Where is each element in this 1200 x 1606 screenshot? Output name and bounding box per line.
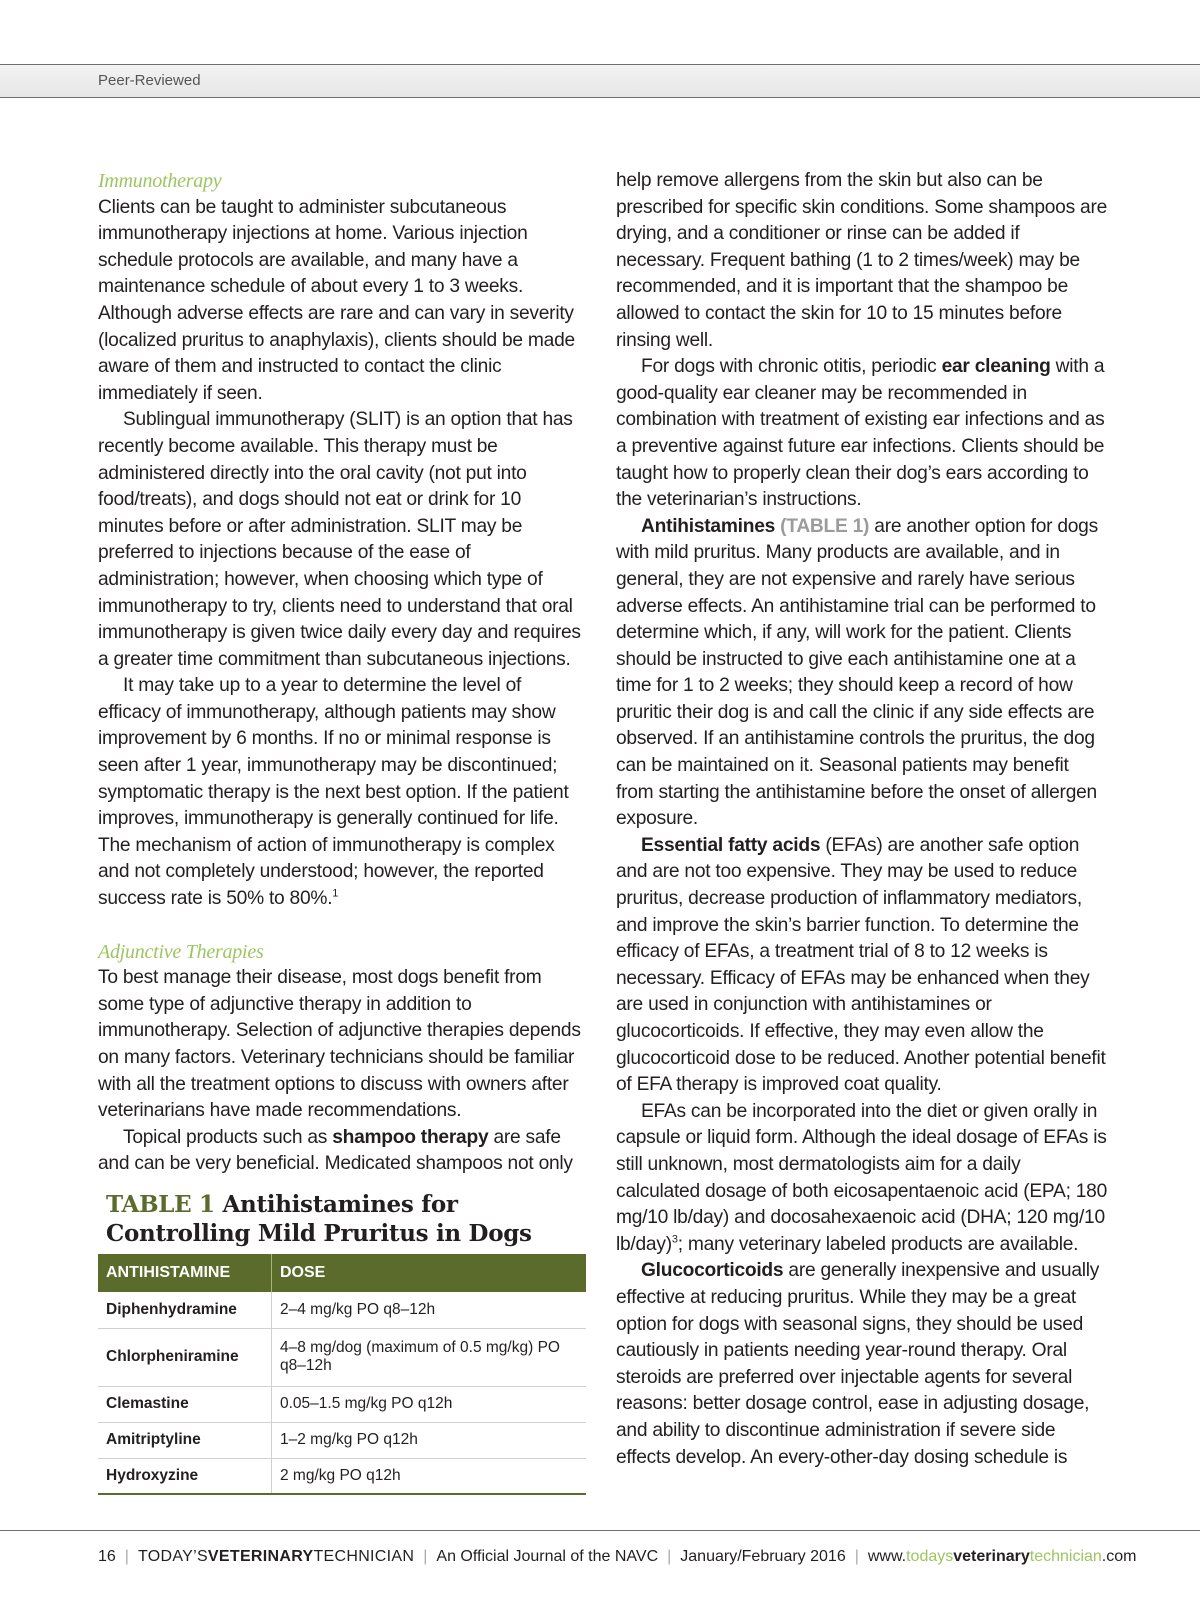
drug-cell: Diphenhydramine [98, 1292, 272, 1328]
key-term: shampoo therapy [332, 1126, 489, 1148]
paragraph: Glucocorticoids are generally inexpensive and usually effective at reducing pruritus. While they may be a great option for dogs with seasonal signs, they should be used cautiously in patients needing year-round therapy. Oral steroids are preferred over injectable agents for several reasons: better dosage control, ease in adjusting dosage, and ability to discontinue administration if severe side effects develop. An every-other-day dosing schedule is [616, 1260, 1100, 1468]
paragraph: It may take up to a year to determine the level of efficacy of immunotherapy, although patients may show improvement by 6 months. If no or minimal response is seen after 1 year, immunotherapy may be discontinued; symptomatic therapy is the next best option. If the patient improves, immunotherapy is generally continued for life. The mechanism of action of immunotherapy is complex and not completely understood; however, the reported success rate is 50% to 80%.$^1$ [98, 675, 569, 910]
dose-cell: 2 mg/kg PO q12h [272, 1458, 587, 1494]
page-number: 16 [98, 1548, 116, 1565]
key-term: ear cleaning [941, 356, 1051, 378]
drug-cell: Chlorpheniramine [98, 1328, 272, 1386]
footer-rule [0, 1530, 1200, 1531]
paragraph: For dogs with chronic otitis, periodic ear cleaning with a good-quality ear cleaner may be recommended in combination with treatment of existing ear infections and as a preventive against future ear infections. Clients should be taught how to properly clean their dog’s ears according to the veterinarian’s instructions. [616, 356, 1105, 511]
paragraph: Sublingual immunotherapy (SLIT) is an option that has recently become available. This therapy must be administered directly into the oral cavity (not put into food/treats), and dogs should not eat or drink for 10 minutes before or after administration. SLIT may be preferred to injections because of the ease of administration; however, when choosing which type of immunotherapy to try, clients need to understand that oral immunotherapy is given twice daily every day and requires a greater time commitment than subcutaneous injections. [98, 409, 581, 670]
journal-tagline: An Official Journal of the NAVC [436, 1548, 659, 1565]
reference-superscript: 1 [332, 887, 339, 900]
paragraph: help remove allergens from the skin but also can be prescribed for specific skin conditions. Some shampoos are drying, and a conditioner or rinse can be added if necessary. Frequent bathing (1 to 2 times/week) may be recommended, and it is important that the shampoo be allowed to contact the skin for 10 to 15 minutes before rinsing well. [616, 170, 1108, 351]
table-reference: (TABLE 1) [780, 515, 870, 537]
adjunctive-heading: Adjunctive Therapies [98, 940, 264, 963]
paragraph: Topical products such as shampoo therapy are safe and can be very beneficial. Medicated shampoos not only [98, 1126, 573, 1175]
table-row [98, 1422, 586, 1458]
table-title: TABLE 1 Antihistamines for Controlling Mild Pruritus in Dogs [106, 1191, 532, 1247]
header-band [0, 64, 1200, 98]
dose-table [98, 1254, 586, 1495]
left-column [98, 168, 586, 1178]
right-column [616, 168, 1108, 1471]
table-row [98, 1328, 586, 1386]
dose-cell: 1–2 mg/kg PO q12h [272, 1422, 587, 1458]
column-header-dose: DOSE [272, 1254, 587, 1292]
magazine-name: TODAY’SVETERINARYTECHNICIAN [137, 1548, 415, 1565]
key-term: Essential fatty acids [641, 834, 821, 856]
column-header-antihistamine: ANTIHISTAMINE [98, 1254, 272, 1292]
dose-cell: 0.05–1.5 mg/kg PO q12h [272, 1386, 587, 1422]
table-row [98, 1458, 586, 1494]
paragraph: Antihistamines (TABLE 1) are another option for dogs with mild pruritus. Many products are available, and in general, they are not expensive and rarely have serious adverse effects. An antihistamine trial can be performed to determine which, if any, will work for the patient. Clients should be instructed to give each antihistamine one at a time for 1 to 2 weeks; they should keep a record of how pruritic their dog is and call the clinic if any side effects are observed. If an antihistamine controls the pruritus, the dog can be maintained on it. Seasonal patients may benefit from starting the antihistamine before the onset of allergen exposure. [616, 515, 1098, 830]
table-row [98, 1386, 586, 1422]
dose-cell: 2–4 mg/kg PO q8–12h [272, 1292, 587, 1328]
drug-cell: Amitriptyline [98, 1422, 272, 1458]
key-term: Antihistamines [641, 515, 776, 537]
paragraph: To best manage their disease, most dogs benefit from some type of adjunctive therapy in addition to immunotherapy. Selection of adjunctive therapies depends on many factors. Veterinary technicians should be familiar with all the treatment options to discuss with owners after veterinarians have made recommendations. [98, 967, 581, 1122]
key-term: Glucocorticoids [641, 1260, 784, 1282]
immunotherapy-heading: Immunotherapy [98, 170, 222, 192]
website-url: www.todaysveterinarytechnician.com [867, 1548, 1137, 1565]
reference-superscript: 3 [671, 1233, 678, 1246]
paragraph: Clients can be taught to administer subcutaneous immunotherapy injections at home. Various injection schedule protocols are available, and many have a maintenance schedule of about every 1 to 3 weeks. Although adverse effects are rare and can vary in severity (localized pruritus to anaphylaxis), clients should be made aware of them and instructed to contact the clinic immediately if seen. [98, 196, 575, 404]
footer: 16 | TODAY’SVETERINARYTECHNICIAN | An Official Journal of the NAVC | January/February 2016 | www.todaysveterinarytechnician.com [98, 1548, 1137, 1565]
drug-cell: Hydroxyzine [98, 1458, 272, 1494]
paragraph: EFAs can be incorporated into the diet or given orally in capsule or liquid form. Although the ideal dosage of EFAs is still unknown, most dermatologists aim for a daily calculated dosage of both eicosapentaenoic acid (EPA; 180 mg/10 lb/day) and docosahexaenoic acid (DHA; 120 mg/10 lb/day)$^3$; many veterinary labeled products are available. [616, 1100, 1108, 1255]
section-label: Peer-Reviewed [98, 72, 201, 89]
antihistamine-table [98, 1190, 586, 1495]
issue-date: January/February 2016 [680, 1548, 846, 1565]
dose-cell: 4–8 mg/dog (maximum of 0.5 mg/kg) PO q8–12h [272, 1328, 587, 1386]
table-row [98, 1292, 586, 1328]
paragraph: Essential fatty acids (EFAs) are another safe option and are not too expensive. They may be used to reduce pruritus, decrease production of inflammatory mediators, and improve the skin’s barrier function. To determine the efficacy of EFAs, a treatment trial of 8 to 12 weeks is necessary. Efficacy of EFAs may be enhanced when they are used in conjunction with antihistamines or glucocorticoids. If effective, they may even allow the glucocorticoid dose to be reduced. Another potential benefit of EFA therapy is improved coat quality. [616, 834, 1106, 1096]
drug-cell: Clemastine [98, 1386, 272, 1422]
